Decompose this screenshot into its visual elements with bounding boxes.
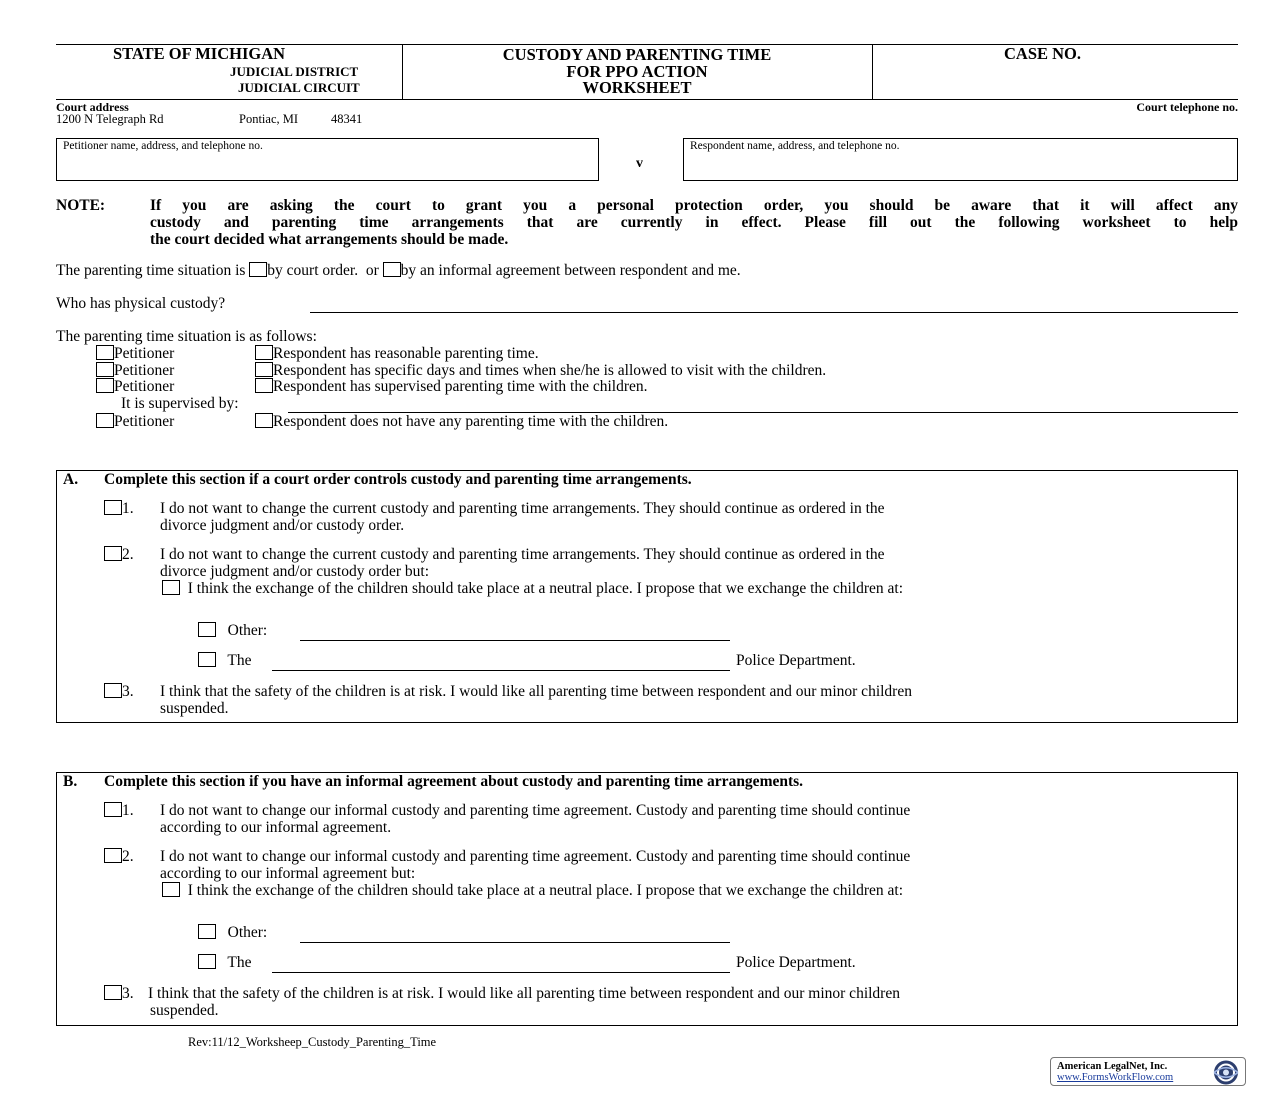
the-label: The [227,652,252,669]
section-a-item3-text2: suspended. [160,700,229,717]
section-a-heading: Complete this section if a court order controls custody and parenting time arrangements. [104,471,692,488]
item-number: 3. [122,683,134,700]
petitioner-checkbox[interactable] [96,413,114,428]
court-zip: 48341 [331,112,363,126]
section-b-police-input[interactable] [272,972,730,973]
judicial-circuit-label: JUDICIAL CIRCUIT [238,80,360,95]
situation-row-reasonable [96,345,174,363]
police-department-label: Police Department. [736,652,856,669]
section-b-item3-text: I think that the safety of the children is at risk. I would like all parenting time between respondent and our minor children [148,985,900,1002]
section-a-police [198,652,251,670]
section-b-item2-text2: according to our informal agreement but: [160,865,416,882]
section-a-other-input[interactable] [300,640,730,641]
petitioner-checkbox[interactable] [96,345,114,360]
section-b-item1-text: I do not want to change our informal custody and parenting time agreement. Custody and parenting time should continue [160,802,911,819]
item-number: 2. [122,546,134,563]
section-b-other [198,924,267,942]
respondent-field[interactable] [683,138,1238,181]
section-a-item3-text: I think that the safety of the children is at risk. I would like all parenting time between respondent and our minor children [160,683,912,700]
section-b-letter: B. [63,773,78,790]
petitioner-label: Petitioner [114,362,175,379]
section-a-item1 [104,500,134,518]
note-text-line3: the court decided what arrangements should be made. [150,231,509,248]
respondent-row-none [255,413,668,431]
section-a-police-checkbox[interactable] [198,652,216,667]
informal-agreement-checkbox[interactable] [383,262,401,277]
petitioner-checkbox[interactable] [96,362,114,377]
petitioner-label: Petitioner [114,378,175,395]
no-parenting-checkbox[interactable] [255,413,273,428]
section-b-item2-checkbox[interactable] [104,848,122,863]
other-label: Other: [227,622,268,639]
item-number: 3. [122,985,134,1002]
section-a-exchange-checkbox[interactable] [162,580,180,595]
section-b-item1-checkbox[interactable] [104,802,122,817]
section-a-other-checkbox[interactable] [198,622,216,637]
follows-label: The parenting time situation is as follows: [56,328,317,345]
court-city: Pontiac, MI [239,112,299,126]
informal-agreement-label: by an informal agreement between respondent and me. [400,262,741,279]
situation-line [56,262,741,280]
section-b-item3-checkbox[interactable] [104,985,122,1000]
court-street: 1200 N Telegraph Rd [56,112,164,126]
situation-prefix: The parenting time situation is [56,262,246,279]
section-b-other-checkbox[interactable] [198,924,216,939]
item-number: 1. [122,500,134,517]
section-a-item2 [104,546,134,564]
globe-logo-icon [1209,1059,1243,1086]
section-a-police-input[interactable] [272,670,730,671]
specific-checkbox[interactable] [255,362,273,377]
situation-row-none [96,413,174,431]
police-department-label: Police Department. [736,954,856,971]
petitioner-field[interactable] [56,138,599,181]
supervised-by-label: It is supervised by: [121,395,239,412]
petitioner-label: Petitioner [114,413,175,430]
petitioner-checkbox[interactable] [96,378,114,393]
petitioner-field-label: Petitioner name, address, and telephone no. [63,140,263,152]
note-text: If you are asking the court to grant you a personal protection order, you should be aware that it will affect any [150,197,1238,214]
section-a-item3-checkbox[interactable] [104,683,122,698]
legalnet-badge[interactable] [1050,1057,1246,1086]
form-title: CUSTODY AND PARENTING TIME FOR PPO ACTION WORKSHEET [502,45,772,97]
exchange-label: I think the exchange of the children should take place at a neutral place. I propose that we exchange the children at: [187,580,904,597]
respondent-field-label: Respondent name, address, and telephone no. [690,140,900,152]
or-label: or [365,262,379,279]
section-a-item2-text: I do not want to change the current custody and parenting time arrangements. They should continue as ordered in the [160,546,885,563]
court-order-checkbox[interactable] [249,262,267,277]
other-label: Other: [227,924,268,941]
versus-label: v [636,156,643,171]
petitioner-label: Petitioner [114,345,175,362]
section-a-other [198,622,267,640]
situation-row-supervised [96,378,174,396]
section-b-police [198,954,251,972]
section-b-item1 [104,802,134,820]
custody-input[interactable] [310,312,1238,313]
section-b-heading: Complete this section if you have an informal agreement about custody and parenting time arrangements. [104,773,804,790]
section-a-item3 [104,683,134,701]
section-b-police-checkbox[interactable] [198,954,216,969]
respondent-row-reasonable [255,345,539,363]
section-b-item2 [104,848,134,866]
section-b-item1-text2: according to our informal agreement. [160,819,392,836]
section-b-other-input[interactable] [300,942,730,943]
specific-label: Respondent has specific days and times when she/he is allowed to visit with the children. [273,362,827,379]
the-label: The [227,954,252,971]
judicial-district-label: JUDICIAL DISTRICT [230,64,359,79]
section-a-letter: A. [63,471,79,488]
item-number: 1. [122,802,134,819]
section-a-item1-text: I do not want to change the current custody and parenting time arrangements. They should continue as ordered in the [160,500,885,517]
reasonable-checkbox[interactable] [255,345,273,360]
case-number-label: CASE NO. [1004,44,1082,63]
exchange-label: I think the exchange of the children should take place at a neutral place. I propose that we exchange the children at: [187,882,904,899]
court-address-label: Court address [56,100,129,114]
court-telephone-label: Court telephone no. [1136,100,1238,114]
section-b-item3-text2: suspended. [150,1002,219,1019]
supervised-checkbox[interactable] [255,378,273,393]
section-b-exchange-checkbox[interactable] [162,882,180,897]
custody-label: Who has physical custody? [56,295,226,312]
note-text-line2: custody and parenting time arrangements that are currently in effect. Please fill out the following worksheet to help [150,214,1238,231]
section-a-item1-checkbox[interactable] [104,500,122,515]
no-parenting-label: Respondent does not have any parenting time with the children. [273,413,669,430]
court-order-label: by court order. [267,262,359,279]
section-a-item1-text2: divorce judgment and/or custody order. [160,517,405,534]
section-b-item3 [104,985,134,1003]
section-a-item2-text2: divorce judgment and/or custody order but: [160,563,430,580]
respondent-row-supervised [255,378,648,396]
state-title: STATE OF MICHIGAN [113,44,286,63]
company-name: American LegalNet, Inc. [1057,1061,1168,1072]
supervised-label: Respondent has supervised parenting time with the children. [273,378,648,395]
section-a-exchange [162,580,903,598]
section-b-exchange [162,882,903,900]
revision-label: Rev:11/12_Worksheep_Custody_Parenting_Time [188,1035,437,1049]
company-url[interactable]: www.FormsWorkFlow.com [1057,1072,1174,1083]
item-number: 2. [122,848,134,865]
note-label: NOTE: [56,197,106,214]
section-a-item2-checkbox[interactable] [104,546,122,561]
reasonable-label: Respondent has reasonable parenting time. [273,345,539,362]
section-b-item2-text: I do not want to change our informal custody and parenting time agreement. Custody and parenting time should continue [160,848,911,865]
